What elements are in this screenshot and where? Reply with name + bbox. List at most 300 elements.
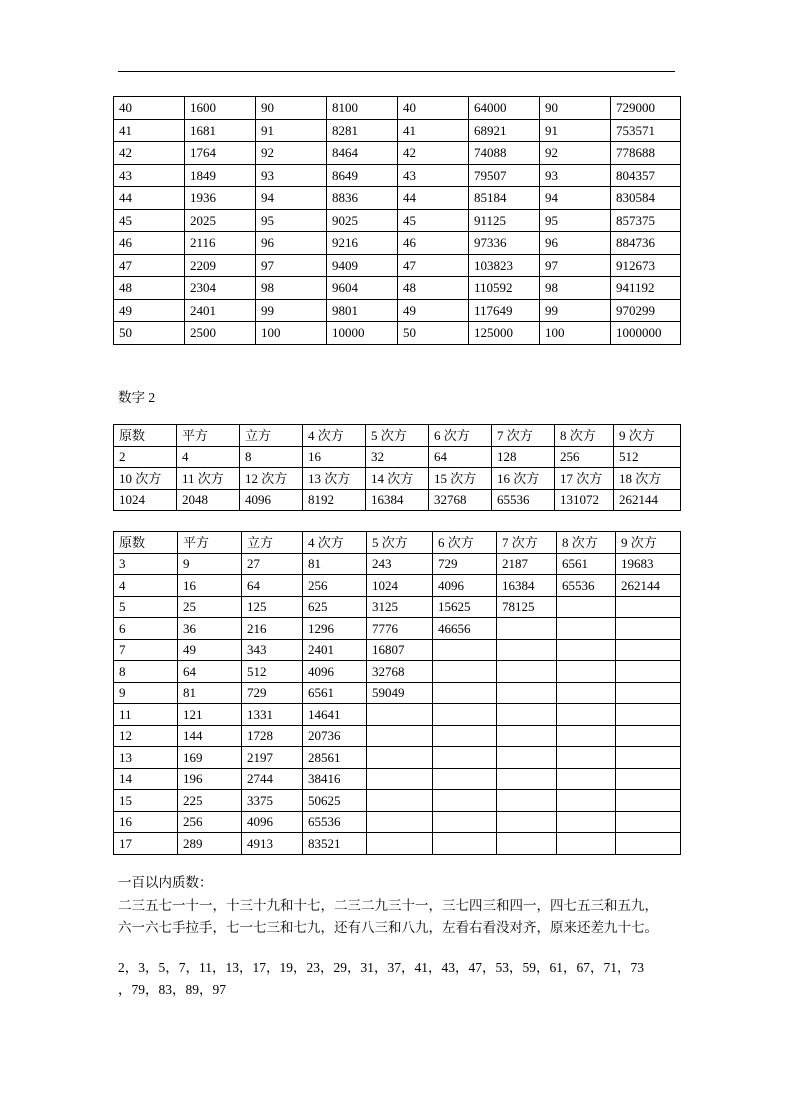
table-cell: 15 (114, 790, 178, 812)
table-cell: 92 (256, 142, 327, 165)
table-cell: 4096 (240, 489, 303, 511)
table-cell: 3 (114, 553, 178, 575)
table-cell: 45 (398, 209, 469, 232)
table-cell: 43 (114, 164, 185, 187)
table-row (114, 97, 681, 120)
table-cell: 1764 (185, 142, 256, 165)
table-cell (433, 790, 497, 812)
table-cell: 46 (398, 232, 469, 255)
table-cell: 47 (398, 254, 469, 277)
table-cell: 100 (540, 322, 611, 345)
table-row (114, 232, 681, 255)
table-cell: 95 (540, 209, 611, 232)
table-cell: 778688 (611, 142, 681, 165)
table-cell: 38416 (303, 768, 367, 790)
table-cell (616, 639, 681, 661)
table-cell: 64 (429, 446, 492, 468)
table-cell: 9025 (327, 209, 398, 232)
table-cell: 2 (114, 446, 177, 468)
table-row (114, 596, 681, 618)
table-cell: 9 (114, 682, 178, 704)
table-cell: 2744 (242, 768, 303, 790)
table-cell: 65536 (557, 575, 616, 597)
table-cell (497, 725, 557, 747)
table-cell: 6 次方 (433, 532, 497, 554)
table-cell: 42 (114, 142, 185, 165)
table-cell (557, 790, 616, 812)
table-cell: 平方 (177, 425, 240, 447)
table-cell: 96 (540, 232, 611, 255)
table-cell: 10000 (327, 322, 398, 345)
table-cell: 94 (256, 187, 327, 210)
table-row (114, 790, 681, 812)
table-cell: 50625 (303, 790, 367, 812)
table-cell (433, 768, 497, 790)
table-cell (497, 747, 557, 769)
table-cell: 8649 (327, 164, 398, 187)
table-cell: 7 次方 (492, 425, 555, 447)
table-cell: 2500 (185, 322, 256, 345)
table-cell (497, 833, 557, 855)
table-row (114, 725, 681, 747)
table-cell (557, 639, 616, 661)
table-cell: 256 (555, 446, 614, 468)
table-cell (367, 833, 433, 855)
table-cell: 343 (242, 639, 303, 661)
table-cell: 4 次方 (303, 532, 367, 554)
table-cell: 16384 (366, 489, 429, 511)
table-cell: 32 (366, 446, 429, 468)
table-cell: 28561 (303, 747, 367, 769)
table-cell: 42 (398, 142, 469, 165)
table-row (114, 682, 681, 704)
table-cell (616, 790, 681, 812)
table-cell: 1296 (303, 618, 367, 640)
table-cell: 1936 (185, 187, 256, 210)
table-cell (616, 596, 681, 618)
table-row (114, 322, 681, 345)
table-cell: 8 次方 (555, 425, 614, 447)
primes-title: 一百以内质数： (118, 875, 213, 890)
table-cell: 49 (398, 299, 469, 322)
table-row (114, 618, 681, 640)
table-cell: 3375 (242, 790, 303, 812)
table-cell: 7776 (367, 618, 433, 640)
powers-of-two-table-body (114, 425, 681, 511)
table-cell: 289 (178, 833, 242, 855)
primes-rhyme-line-1: 二三五七一十一，十三十九和十七，二三二九三十一，三七四三和四一，四七五三和五九， (118, 898, 658, 913)
table-cell (616, 833, 681, 855)
table-cell: 1849 (185, 164, 256, 187)
table-cell: 18 次方 (614, 468, 681, 490)
primes-list-line-1: 2，3，5，7，11，13，17，19，23，29，31，37，41，43，47，53，59，61，67，71，73 (118, 960, 644, 975)
table-cell: 83521 (303, 833, 367, 855)
table-cell: 20736 (303, 725, 367, 747)
table-cell (433, 682, 497, 704)
table-cell (367, 747, 433, 769)
table-cell: 13 (114, 747, 178, 769)
table-cell: 128 (492, 446, 555, 468)
table-row (114, 425, 681, 447)
table-row (114, 299, 681, 322)
table-cell: 100 (256, 322, 327, 345)
table-cell: 16807 (367, 639, 433, 661)
table-cell: 92 (540, 142, 611, 165)
table-cell: 81 (178, 682, 242, 704)
table-cell: 11 (114, 704, 178, 726)
table-cell: 2401 (303, 639, 367, 661)
table-row (114, 747, 681, 769)
table-cell (497, 618, 557, 640)
table-cell: 16 (303, 446, 366, 468)
table-cell (497, 682, 557, 704)
table-cell: 753571 (611, 119, 681, 142)
table-cell: 131072 (555, 489, 614, 511)
table-cell: 857375 (611, 209, 681, 232)
table-row (114, 446, 681, 468)
table-cell: 125 (242, 596, 303, 618)
table-cell (616, 661, 681, 683)
table-cell: 平方 (178, 532, 242, 554)
table-cell: 16 次方 (492, 468, 555, 490)
table-cell (616, 618, 681, 640)
table-cell: 216 (242, 618, 303, 640)
table-cell (497, 704, 557, 726)
table-cell: 110592 (469, 277, 540, 300)
table-cell: 98 (256, 277, 327, 300)
primes-list-line-2: ，79，83，89，97 (118, 982, 226, 997)
table-cell: 48 (114, 277, 185, 300)
table-cell: 8464 (327, 142, 398, 165)
table-cell: 884736 (611, 232, 681, 255)
table-cell: 50 (114, 322, 185, 345)
table-cell (433, 747, 497, 769)
table-cell: 14641 (303, 704, 367, 726)
table-cell: 2304 (185, 277, 256, 300)
table-cell: 9 (178, 553, 242, 575)
powers-table-40-100-body (114, 97, 681, 345)
table-cell: 7 (114, 639, 178, 661)
table-cell: 65536 (492, 489, 555, 511)
table-cell: 64 (242, 575, 303, 597)
table-cell: 169 (178, 747, 242, 769)
table-cell: 1331 (242, 704, 303, 726)
table-row (114, 119, 681, 142)
table-cell: 立方 (240, 425, 303, 447)
table-cell (367, 768, 433, 790)
table-cell: 91125 (469, 209, 540, 232)
table-cell (557, 833, 616, 855)
powers-table-40-100 (113, 96, 681, 345)
table-cell: 原数 (114, 425, 177, 447)
table-cell: 16 (114, 811, 178, 833)
table-cell: 9 次方 (614, 425, 681, 447)
table-cell: 1024 (367, 575, 433, 597)
table-cell: 804357 (611, 164, 681, 187)
table-cell: 36 (178, 618, 242, 640)
table-cell: 59049 (367, 682, 433, 704)
table-cell: 121 (178, 704, 242, 726)
table-cell: 16384 (497, 575, 557, 597)
table-cell: 64000 (469, 97, 540, 120)
table-cell (367, 790, 433, 812)
table-cell: 4096 (303, 661, 367, 683)
table-cell: 1600 (185, 97, 256, 120)
table-cell: 16 (178, 575, 242, 597)
table-cell: 1024 (114, 489, 177, 511)
table-row (114, 277, 681, 300)
table-cell: 99 (256, 299, 327, 322)
table-cell (433, 725, 497, 747)
table-row (114, 553, 681, 575)
table-row (114, 209, 681, 232)
table-cell: 2187 (497, 553, 557, 575)
table-cell: 2401 (185, 299, 256, 322)
table-cell: 91 (540, 119, 611, 142)
table-cell: 4096 (433, 575, 497, 597)
table-cell: 256 (178, 811, 242, 833)
table-row (114, 768, 681, 790)
table-cell: 97336 (469, 232, 540, 255)
table-cell: 68921 (469, 119, 540, 142)
table-cell: 8192 (303, 489, 366, 511)
table-row (114, 142, 681, 165)
table-cell: 1728 (242, 725, 303, 747)
table-cell: 17 次方 (555, 468, 614, 490)
table-cell: 9409 (327, 254, 398, 277)
table-cell: 2048 (177, 489, 240, 511)
table-cell: 8836 (327, 187, 398, 210)
table-cell: 98 (540, 277, 611, 300)
table-cell: 5 (114, 596, 178, 618)
table-cell: 15625 (433, 596, 497, 618)
table-cell (497, 811, 557, 833)
table-cell: 225 (178, 790, 242, 812)
table-cell: 8 (114, 661, 178, 683)
table-cell: 8 次方 (557, 532, 616, 554)
table-cell: 2116 (185, 232, 256, 255)
table-row (114, 164, 681, 187)
table-cell: 11 次方 (177, 468, 240, 490)
table-cell: 14 (114, 768, 178, 790)
table-cell: 9216 (327, 232, 398, 255)
table-cell (557, 811, 616, 833)
table-cell: 6561 (557, 553, 616, 575)
powers-table-3-17-body (114, 532, 681, 855)
table-cell: 47 (114, 254, 185, 277)
table-cell: 125000 (469, 322, 540, 345)
table-cell: 6 (114, 618, 178, 640)
table-cell: 970299 (611, 299, 681, 322)
table-cell (557, 725, 616, 747)
table-cell: 5 次方 (366, 425, 429, 447)
table-cell: 103823 (469, 254, 540, 277)
table-cell (557, 618, 616, 640)
table-cell: 32768 (429, 489, 492, 511)
table-row (114, 704, 681, 726)
table-cell: 262144 (614, 489, 681, 511)
table-cell: 2025 (185, 209, 256, 232)
table-cell (497, 661, 557, 683)
table-cell: 40 (114, 97, 185, 120)
table-cell: 10 次方 (114, 468, 177, 490)
table-cell: 95 (256, 209, 327, 232)
table-cell: 14 次方 (366, 468, 429, 490)
table-cell: 9604 (327, 277, 398, 300)
table-cell: 8 (240, 446, 303, 468)
table-cell: 93 (256, 164, 327, 187)
table-cell (557, 682, 616, 704)
table-cell: 9 次方 (616, 532, 681, 554)
table-cell: 9801 (327, 299, 398, 322)
table-cell: 97 (540, 254, 611, 277)
table-cell: 44 (114, 187, 185, 210)
table-cell: 4 次方 (303, 425, 366, 447)
table-cell: 17 (114, 833, 178, 855)
table-cell (433, 704, 497, 726)
table-cell: 941192 (611, 277, 681, 300)
table-cell: 243 (367, 553, 433, 575)
table-cell: 19683 (616, 553, 681, 575)
table-cell: 2197 (242, 747, 303, 769)
table-cell: 6561 (303, 682, 367, 704)
table-cell: 729 (433, 553, 497, 575)
table-cell (367, 704, 433, 726)
table-cell: 44 (398, 187, 469, 210)
table-cell: 912673 (611, 254, 681, 277)
table-cell (557, 596, 616, 618)
table-cell: 2209 (185, 254, 256, 277)
table-cell: 4096 (242, 811, 303, 833)
table-cell: 85184 (469, 187, 540, 210)
table-cell: 91 (256, 119, 327, 142)
table-row (114, 811, 681, 833)
table-cell (616, 725, 681, 747)
table-cell: 79507 (469, 164, 540, 187)
table-cell (557, 704, 616, 726)
table-cell: 15 次方 (429, 468, 492, 490)
table-row (114, 575, 681, 597)
table-cell: 256 (303, 575, 367, 597)
table-cell (616, 747, 681, 769)
table-cell: 49 (178, 639, 242, 661)
table-cell (557, 747, 616, 769)
header-rule (118, 71, 675, 72)
table-cell: 7 次方 (497, 532, 557, 554)
table-cell: 8100 (327, 97, 398, 120)
table-cell: 830584 (611, 187, 681, 210)
table-cell (616, 704, 681, 726)
table-cell: 原数 (114, 532, 178, 554)
table-cell: 65536 (303, 811, 367, 833)
table-cell: 64 (178, 661, 242, 683)
table-cell: 40 (398, 97, 469, 120)
table-cell: 27 (242, 553, 303, 575)
table-row (114, 532, 681, 554)
table-row (114, 489, 681, 511)
table-cell: 46 (114, 232, 185, 255)
table-cell (367, 725, 433, 747)
table-cell: 99 (540, 299, 611, 322)
table-cell: 94 (540, 187, 611, 210)
table-cell: 4 (177, 446, 240, 468)
table-cell: 3125 (367, 596, 433, 618)
table-cell: 6 次方 (429, 425, 492, 447)
powers-table-3-17 (113, 531, 681, 855)
table-cell: 立方 (242, 532, 303, 554)
table-row (114, 187, 681, 210)
table-cell: 13 次方 (303, 468, 366, 490)
table-cell (433, 811, 497, 833)
table-cell: 25 (178, 596, 242, 618)
table-cell (616, 682, 681, 704)
table-cell (557, 768, 616, 790)
table-cell: 97 (256, 254, 327, 277)
table-cell: 625 (303, 596, 367, 618)
table-cell: 32768 (367, 661, 433, 683)
table-cell: 12 次方 (240, 468, 303, 490)
table-cell (616, 768, 681, 790)
table-cell: 93 (540, 164, 611, 187)
table-row (114, 468, 681, 490)
table-row (114, 254, 681, 277)
table-cell (616, 811, 681, 833)
table-cell: 4913 (242, 833, 303, 855)
section-label-digit-2: 数字 2 (118, 390, 156, 405)
table-cell: 4 (114, 575, 178, 597)
table-cell: 1000000 (611, 322, 681, 345)
primes-rhyme-line-2: 六一六七手拉手，七一七三和七九，还有八三和八九，左看右看没对齐，原来还差九十七。 (118, 920, 658, 935)
table-cell: 41 (398, 119, 469, 142)
table-cell: 729000 (611, 97, 681, 120)
table-cell (497, 790, 557, 812)
table-cell (497, 639, 557, 661)
table-cell: 12 (114, 725, 178, 747)
table-cell: 144 (178, 725, 242, 747)
table-cell: 1681 (185, 119, 256, 142)
table-cell (557, 661, 616, 683)
table-row (114, 639, 681, 661)
table-row (114, 833, 681, 855)
table-cell: 46656 (433, 618, 497, 640)
table-cell: 45 (114, 209, 185, 232)
table-cell: 90 (256, 97, 327, 120)
table-cell: 512 (614, 446, 681, 468)
table-cell: 5 次方 (367, 532, 433, 554)
table-cell: 41 (114, 119, 185, 142)
table-cell: 74088 (469, 142, 540, 165)
table-cell: 96 (256, 232, 327, 255)
table-cell (433, 639, 497, 661)
table-cell: 50 (398, 322, 469, 345)
table-cell (367, 811, 433, 833)
table-cell: 729 (242, 682, 303, 704)
table-cell (433, 833, 497, 855)
table-cell: 196 (178, 768, 242, 790)
table-cell: 48 (398, 277, 469, 300)
table-cell (497, 768, 557, 790)
table-cell: 49 (114, 299, 185, 322)
table-cell: 262144 (616, 575, 681, 597)
table-cell (433, 661, 497, 683)
table-cell: 43 (398, 164, 469, 187)
powers-of-two-table (113, 424, 681, 511)
table-cell: 78125 (497, 596, 557, 618)
table-cell: 8281 (327, 119, 398, 142)
table-cell: 117649 (469, 299, 540, 322)
table-cell: 512 (242, 661, 303, 683)
table-cell: 81 (303, 553, 367, 575)
